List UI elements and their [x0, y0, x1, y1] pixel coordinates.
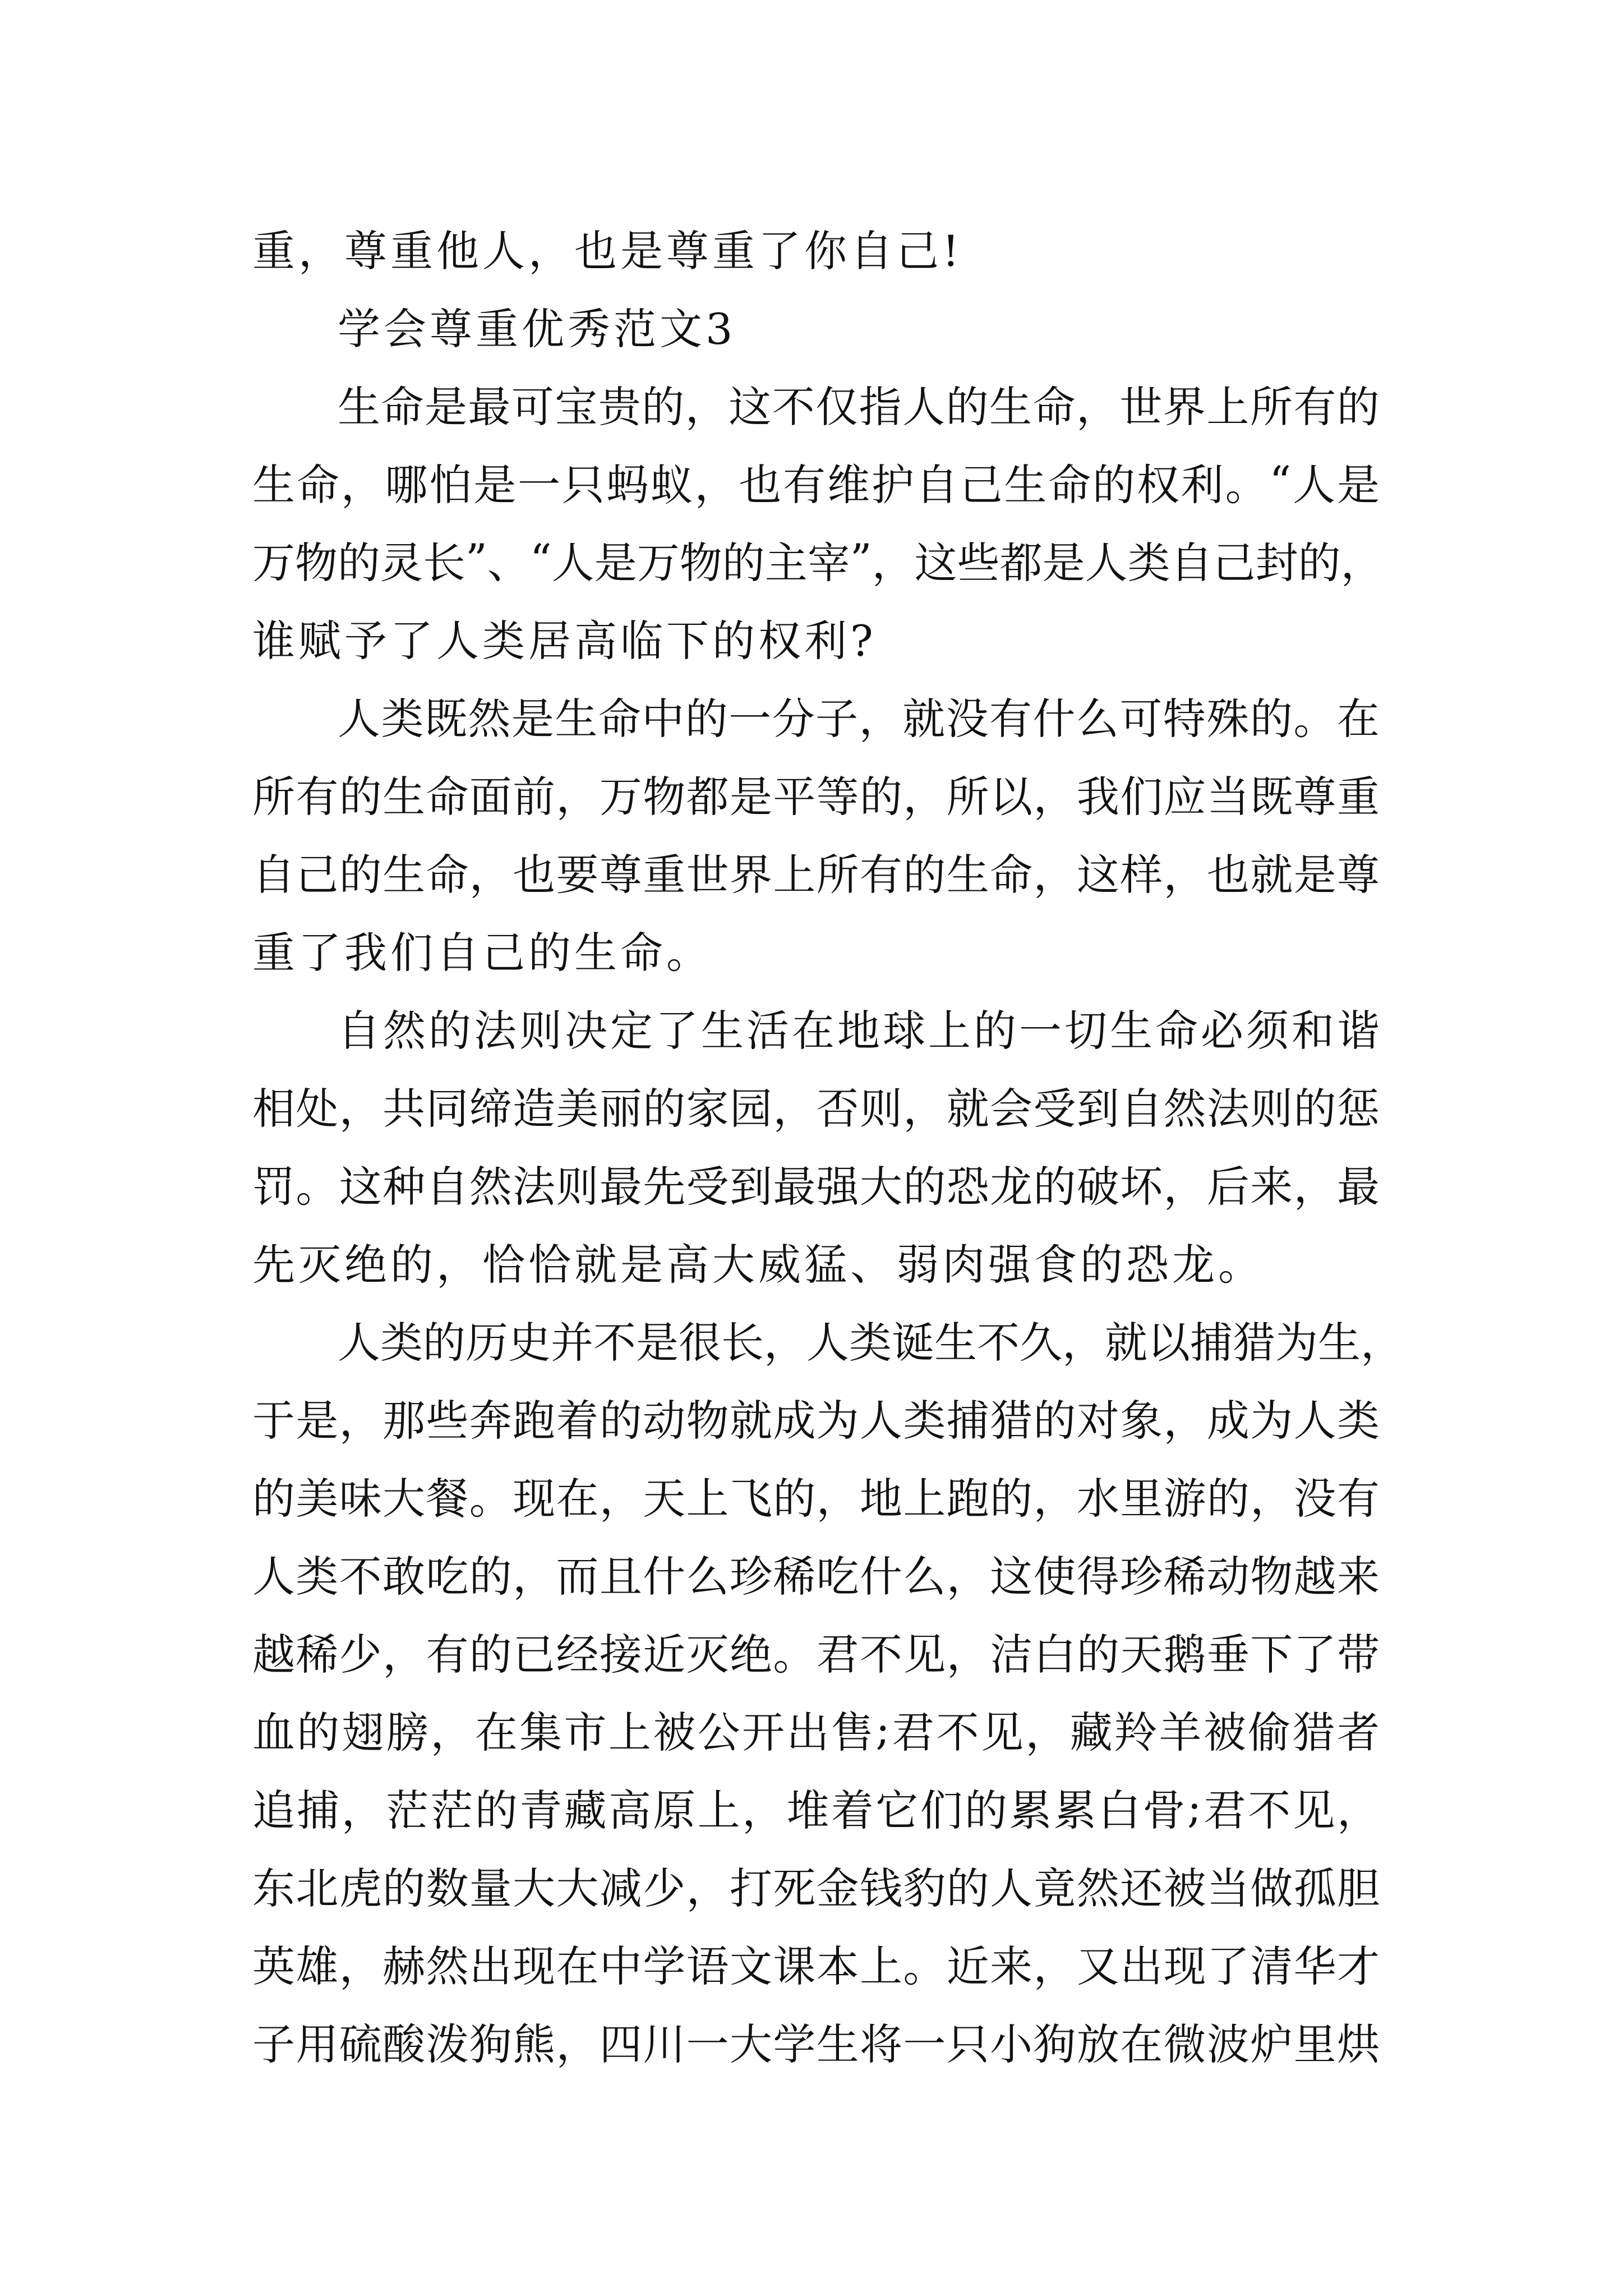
- text-line-18: 人 类 不 敢 吃 的 ， 而 且 什 么 珍 稀 吃 什 么 ， 这 使 得 珍 稀 动 物 越 来: [252, 1552, 1380, 1602]
- text-line-21: 追 捕 ， 茫 茫 的 青 藏 高 原 上 ， 堆 着 它 们 的 累 累 白 骨 ; 君 不 见 ，: [252, 1782, 1380, 1835]
- text-line-11: 自 然 的 法 则 决 定 了 生 活 在 地 球 上 的 一 切 生 命 必 须 和 谐: [338, 1006, 1380, 1056]
- text-line-22: 东 北 虎 的 数 量 大 大 减 少 ， 打 死 金 钱 豹 的 人 竟 然 还 被 当 做 孤 胆: [252, 1864, 1380, 1913]
- text-line-8: 所 有 的 生 命 面 前 ， 万 物 都 是 平 等 的 ， 所 以 ， 我 们 应 当 既 尊 重: [252, 772, 1380, 822]
- text-line-7: 人 类 既 然 是 生 命 中 的 一 分 子 ， 就 没 有 什 么 可 特 殊 的 。 在: [338, 694, 1380, 744]
- text-line-23: 英 雄 ， 赫 然 出 现 在 中 学 语 文 课 本 上 。 近 来 ， 又 出 现 了 清 华 才: [252, 1941, 1380, 1991]
- text-line-5: 万 物 的 灵 长 ” 、 “ 人 是 万 物 的 主 宰 ” ， 这 些 都 是 人 类 自 己 封 的 ，: [252, 535, 1384, 588]
- text-line-9: 自 己 的 生 命 ， 也 要 尊 重 世 界 上 所 有 的 生 命 ， 这 样 ， 也 就 是 尊: [252, 850, 1380, 900]
- text-line-24: 子 用 硫 酸 泼 狗 熊 ， 四 川 一 大 学 生 将 一 只 小 狗 放 在 微 波 炉 里 烘: [252, 2019, 1380, 2069]
- text-line-16: 于 是 ， 那 些 奔 跑 着 的 动 物 就 成 为 人 类 捕 猎 的 对 象 ， 成 为 人 类: [252, 1396, 1380, 1446]
- text-line-10: 重了我们自己的生命。: [252, 928, 712, 978]
- text-line-14: 先灭绝的，恰恰就是高大威猛、弱肉强食的恐龙。: [252, 1240, 1264, 1290]
- text-line-3: 生 命 是 最 可 宝 贵 的 ， 这 不 仅 指 人 的 生 命 ， 世 界 上 所 有 的: [338, 382, 1380, 432]
- text-line-20: 血 的 翅 膀 ， 在 集 市 上 被 公 开 出 售 ; 君 不 见 ， 藏 羚 羊 被 偷 猎 者: [252, 1704, 1380, 1757]
- section-heading: 学会尊重优秀范文3: [338, 304, 736, 354]
- text-line-1: 重，尊重他人，也是尊重了你自己!: [252, 226, 963, 276]
- text-line-4: 生 命 ， 哪 怕 是 一 只 蚂 蚁 ， 也 有 维 护 自 己 生 命 的 权 利 。 “ 人 是: [252, 457, 1380, 510]
- text-line-13: 罚 。 这 种 自 然 法 则 最 先 受 到 最 强 大 的 恐 龙 的 破 坏 ， 后 来 ， 最: [252, 1162, 1380, 1212]
- text-line-19: 越 稀 少 ， 有 的 已 经 接 近 灭 绝 。 君 不 见 ， 洁 白 的 天 鹅 垂 下 了 带: [252, 1630, 1380, 1680]
- text-line-12: 相 处 ， 共 同 缔 造 美 丽 的 家 园 ， 否 则 ， 就 会 受 到 自 然 法 则 的 惩: [252, 1084, 1380, 1134]
- text-line-17: 的 美 味 大 餐 。 现 在 ， 天 上 飞 的 ， 地 上 跑 的 ， 水 里 游 的 ， 没 有: [252, 1474, 1380, 1524]
- text-line-6: 谁赋予了人类居高临下的权利?: [252, 616, 877, 666]
- document-body: [252, 209, 1403, 2080]
- text-line-15: 人 类 的 历 史 并 不 是 很 长 ， 人 类 诞 生 不 久 ， 就 以 捕 猎 为 生 ，: [338, 1318, 1403, 1368]
